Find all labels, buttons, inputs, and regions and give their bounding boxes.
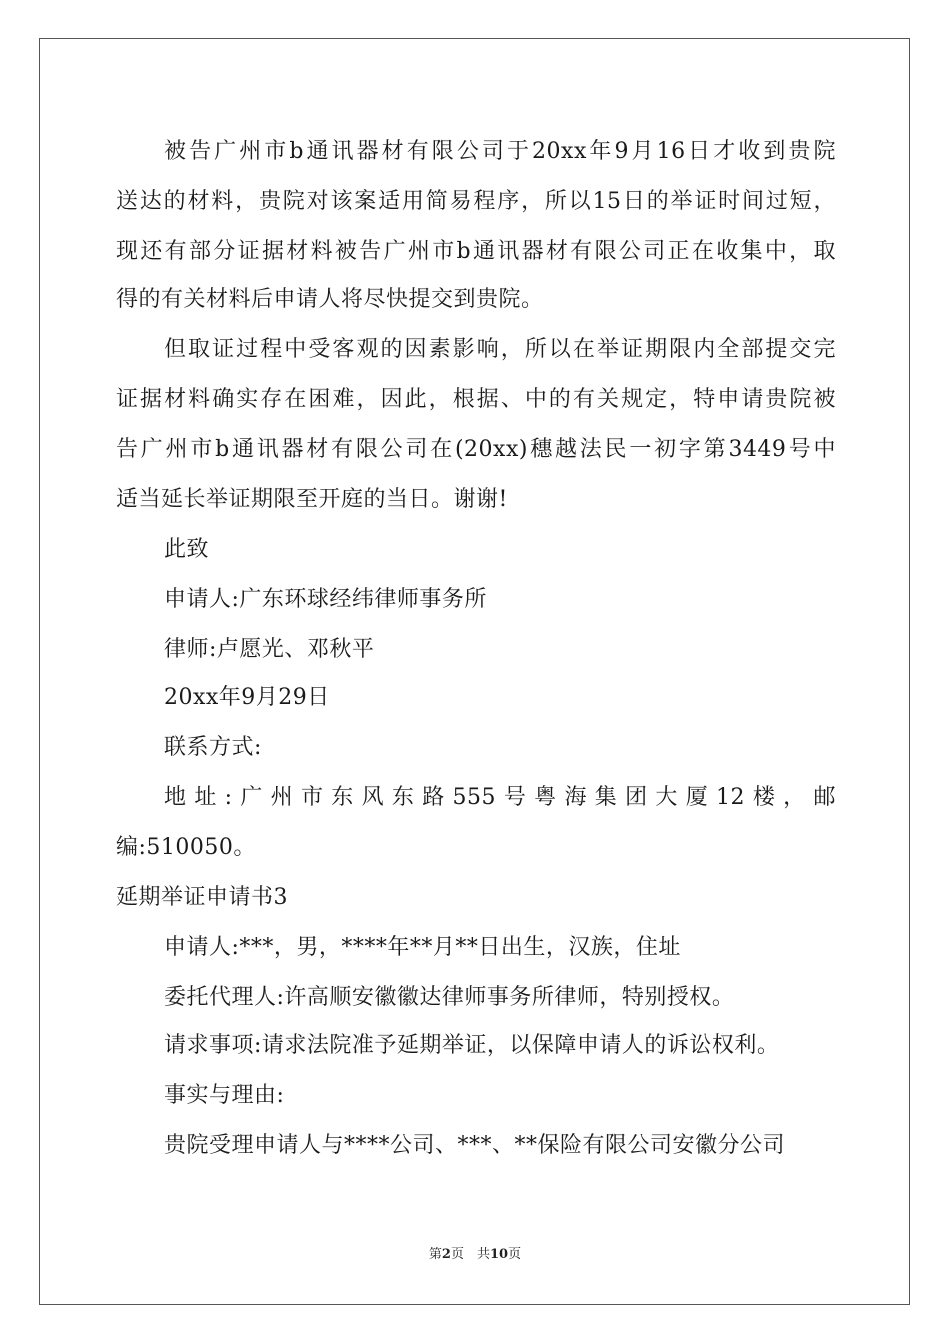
- facts-label: 事实与理由:: [164, 1083, 285, 1108]
- agent-line: 委托代理人:许高顺安徽徽达律师事务所律师，特别授权。: [164, 985, 735, 1010]
- request-line: 请求事项:请求法院准予延期举证，以保障申请人的诉讼权利。: [164, 1033, 780, 1058]
- applicant-info-line: 申请人:***，男，****年**月**日出生，汉族，住址: [164, 935, 681, 960]
- section-heading: 延期举证申请书3: [116, 885, 288, 910]
- page-mid: 页 共: [450, 1247, 490, 1262]
- page-suffix: 页: [508, 1247, 522, 1262]
- paragraph-line: 被告广州市b通讯器材有限公司于20xx年9月16日才收到贵院: [164, 139, 836, 164]
- page-total: 10: [489, 1247, 509, 1262]
- page-prefix: 第: [428, 1247, 442, 1262]
- paragraph-line: 证据材料确实存在困难，因此，根据、中的有关规定，特申请贵院被: [116, 387, 836, 412]
- contact-label: 联系方式:: [164, 735, 262, 760]
- paragraph-line: 现还有部分证据材料被告广州市b通讯器材有限公司正在收集中，取: [116, 239, 836, 264]
- paragraph-line: 告广州市b通讯器材有限公司在(20xx)穗越法民一初字第3449号中: [116, 437, 836, 462]
- page-footer: [0, 1246, 950, 1264]
- paragraph-line: 适当延长举证期限至开庭的当日。谢谢!: [116, 487, 508, 512]
- salutation: 此致: [164, 537, 210, 562]
- page-current: 2: [441, 1247, 451, 1262]
- address-line: 地址:广州市东风东路555号粤海集团大厦12楼，邮: [164, 785, 836, 810]
- date-line: 20xx年9月29日: [164, 685, 330, 710]
- paragraph-line: 送达的材料，贵院对该案适用简易程序，所以15日的举证时间过短，: [116, 189, 836, 214]
- paragraph-line: 得的有关材料后申请人将尽快提交到贵院。: [116, 287, 544, 312]
- applicant-line: 申请人:广东环球经纬律师事务所: [164, 587, 487, 612]
- postcode-line: 编:510050。: [116, 835, 256, 860]
- lawyer-line: 律师:卢愿光、邓秋平: [164, 637, 375, 662]
- page-border: [39, 38, 910, 1305]
- paragraph-line: 贵院受理申请人与****公司、***、**保险有限公司安徽分公司: [164, 1133, 786, 1158]
- paragraph-line: 但取证过程中受客观的因素影响，所以在举证期限内全部提交完: [164, 337, 836, 362]
